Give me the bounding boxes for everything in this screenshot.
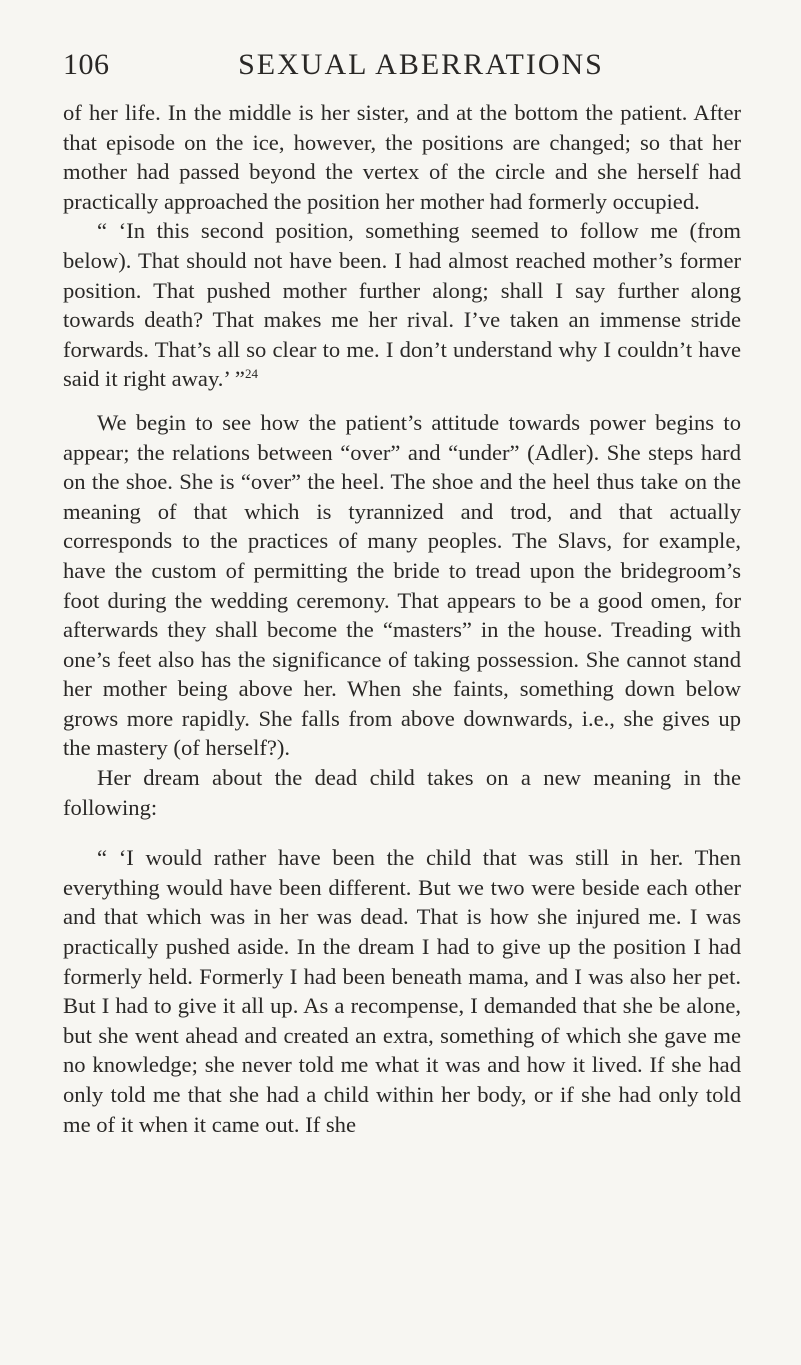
body-text [63, 98, 741, 1139]
running-title: SEXUAL ABERRATIONS [238, 48, 604, 81]
footnote-ref: 24 [244, 366, 258, 382]
book-page [63, 48, 741, 1139]
paragraph-quote-child: “ ‘I would rather have been the child that was still in her. Then everything would have been different. But we two were beside each other and that which was in her was dead. That is how she injured me. I was practically pushed aside. In the dream I had to give up the position I had formerly held. Formerly I had been beneath mama, and I was also her pet. But I had to give it all up. As a recompense, I demanded that she be alone, but she went ahead and created an extra, something of which she gave me no knowledge; she never told me what it was and how it lived. If she had only told me that she had a child within her body, or if she had only told me of it when it came out. If she [63, 845, 741, 1137]
running-head [63, 48, 741, 92]
paragraph-quote-second-position [63, 216, 741, 394]
page-number: 106 [63, 48, 110, 81]
paragraph-dead-child-intro: Her dream about the dead child takes on a new meaning in the following: [63, 765, 741, 820]
paragraph-power-attitude: We begin to see how the patient’s attitude towards power begins to appear; the relations between “over” and “under” (Adler). She steps hard on the shoe. She is “over” the heel. The shoe and the heel thus take on the meaning of that which is tyrannized and trod, and that actually corresponds to the practices of many peoples. The Slavs, for example, have the custom of permitting the bride to tread upon the bridegroom’s foot during the wedding ceremony. That appears to be a good omen, for afterwards they shall become the “masters” in the house. Treading with one’s feet also has the significance of taking possession. She cannot stand her mother being above her. When she faints, something down below grows more rapidly. She falls from above downwards, i.e., she gives up the mastery (of herself?). [63, 409, 741, 761]
quote-text: “ ‘In this second position, something seemed to follow me (from below). That should not have been. I had almost reached mother’s former position. That pushed mother further along; shall I say further along towards death? That makes me her rival. I’ve taken an immense stride forwards. That’s all so clear to me. I don’t understand why I couldn’t have said it right away.’ ” [63, 218, 741, 392]
paragraph-continued: of her life. In the middle is her sister, and at the bottom the patient. After that episode on the ice, however, the positions are changed; so that her mother had passed beyond the vertex of the circle and she herself had practically approached the position her mother had formerly occupied. [63, 100, 741, 214]
